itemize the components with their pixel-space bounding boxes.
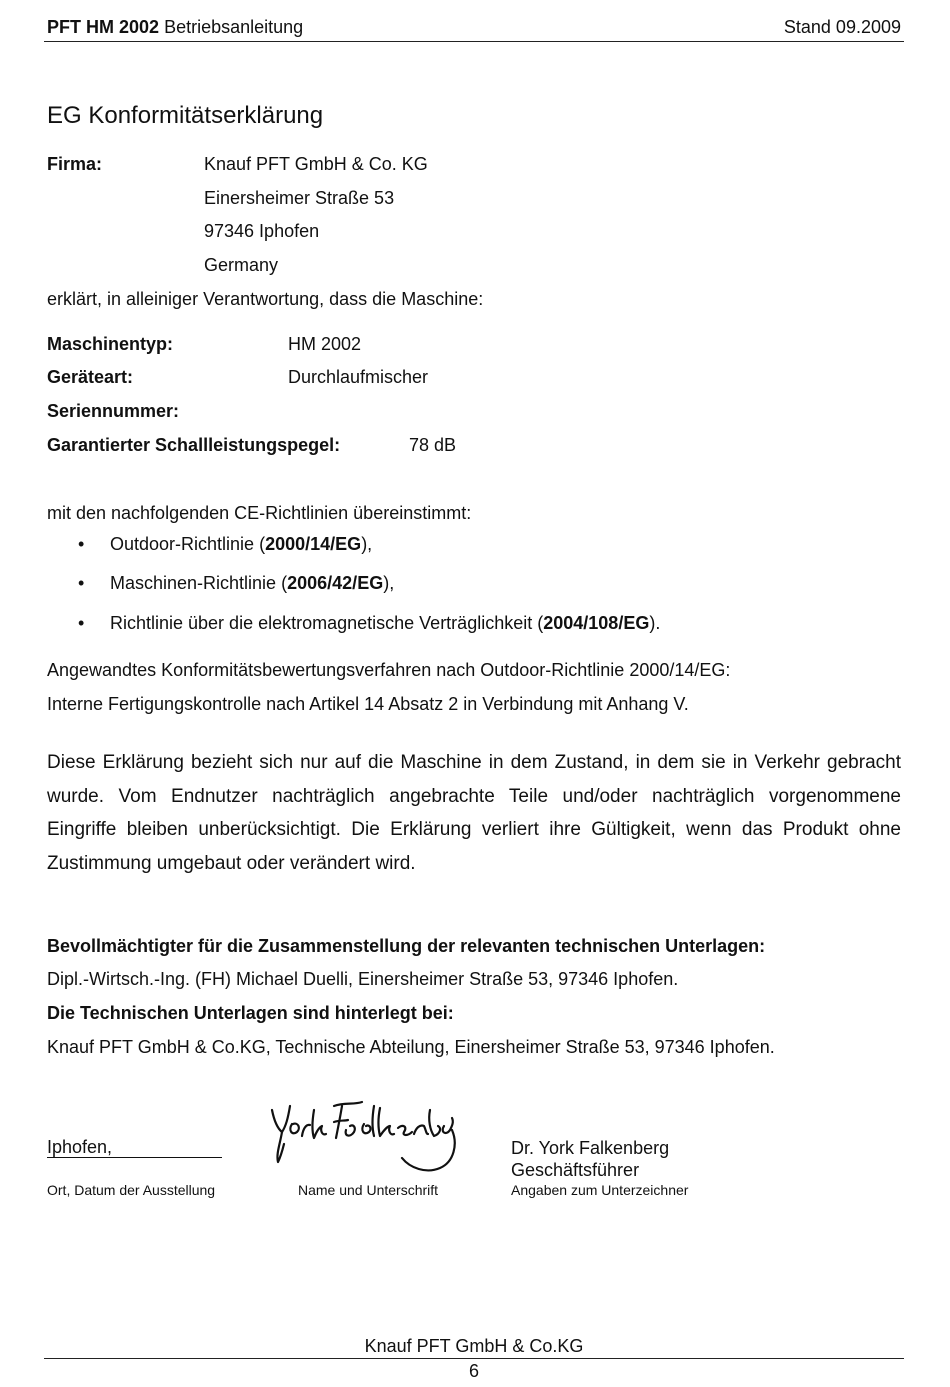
header-date: Stand 09.2009 [783,17,901,37]
directive-item: Richtlinie über die elektromagnetische Verträglichkeit (2004/108/EG). [110,613,661,633]
page-title: EG Konformitätserklärung [47,102,324,129]
declares-text: erklärt, in alleiniger Verantwortung, dass die Maschine: [47,289,484,309]
footer-rule [44,1358,904,1359]
footer-company: Knauf PFT GmbH & Co.KG [364,1336,584,1356]
date-line [47,1157,222,1158]
caption-signatory-info: Angaben zum Unterzeichner [511,1182,689,1198]
directive-item: Outdoor-Richtlinie (2000/14/EG), [110,534,373,554]
signature-place: Iphofen, [47,1137,113,1157]
handwritten-signature [262,1096,462,1182]
representative-text: Dipl.-Wirtsch.-Ing. (FH) Michael Duelli, Einersheimer Straße 53, 97346 Iphofen. [47,969,679,989]
disclaimer-paragraph: Diese Erklärung bezieht sich nur auf die Maschine in dem Zustand, in dem sie in Verkehr gebracht wurde. Vom Endnutzer nachträglich angebrachte Teile und/oder nachträglich vorgenommene Eingriffe bleiben unberücksichtigt. Die Erklärung verliert ihre Gültigkeit, wenn das Produkt ohne Zustimmung umgebaut oder verändert wird. [47,752,901,874]
sound-value: 78 dB [409,435,457,455]
directive-bullet: • [78,613,85,633]
machine-type-value: HM 2002 [288,334,362,354]
machine-type-label: Maschinentyp: [47,334,174,354]
directives-intro: mit den nachfolgenden CE-Richtlinien übereinstimmt: [47,503,472,523]
technical-docs-text: Knauf PFT GmbH & Co.KG, Technische Abteilung, Einersheimer Straße 53, 97346 Iphofen. [47,1037,775,1057]
caption-name-signature: Name und Unterschrift [298,1182,439,1198]
page-number: 6 [468,1361,479,1381]
header-rule [44,41,904,42]
directive-item: Maschinen-Richtlinie (2006/42/EG), [110,573,395,593]
firma-line: Knauf PFT GmbH & Co. KG [204,154,428,174]
signatory-role: Geschäftsführer [511,1160,640,1180]
firma-label: Firma: [47,154,103,174]
firma-line: Germany [204,255,279,275]
machine-kind-value: Durchlaufmischer [288,367,429,387]
procedure-line: Interne Fertigungskontrolle nach Artikel 14 Absatz 2 in Verbindung mit Anhang V. [47,694,689,714]
firma-line: Einersheimer Straße 53 [204,188,395,208]
serial-label: Seriennummer: [47,401,180,421]
machine-kind-label: Geräteart: [47,367,134,387]
signatory-name: Dr. York Falkenberg [511,1138,670,1158]
directive-bullet: • [78,573,85,593]
header-doc-type: Betriebsanleitung [164,17,304,37]
technical-docs-heading: Die Technischen Unterlagen sind hinterlegt bei: [47,1003,454,1023]
procedure-line: Angewandtes Konformitätsbewertungsverfahren nach Outdoor-Richtlinie 2000/14/EG: [47,660,731,680]
representative-heading: Bevollmächtigter für die Zusammenstellung der relevanten technischen Unterlagen: [47,936,766,956]
header-title [47,17,303,38]
sound-label: Garantierter Schallleistungspegel: [47,435,341,455]
directive-bullet: • [78,534,85,554]
firma-line: 97346 Iphofen [204,221,320,241]
caption-place-date: Ort, Datum der Ausstellung [47,1182,216,1198]
header-product: PFT HM 2002 [47,17,160,37]
